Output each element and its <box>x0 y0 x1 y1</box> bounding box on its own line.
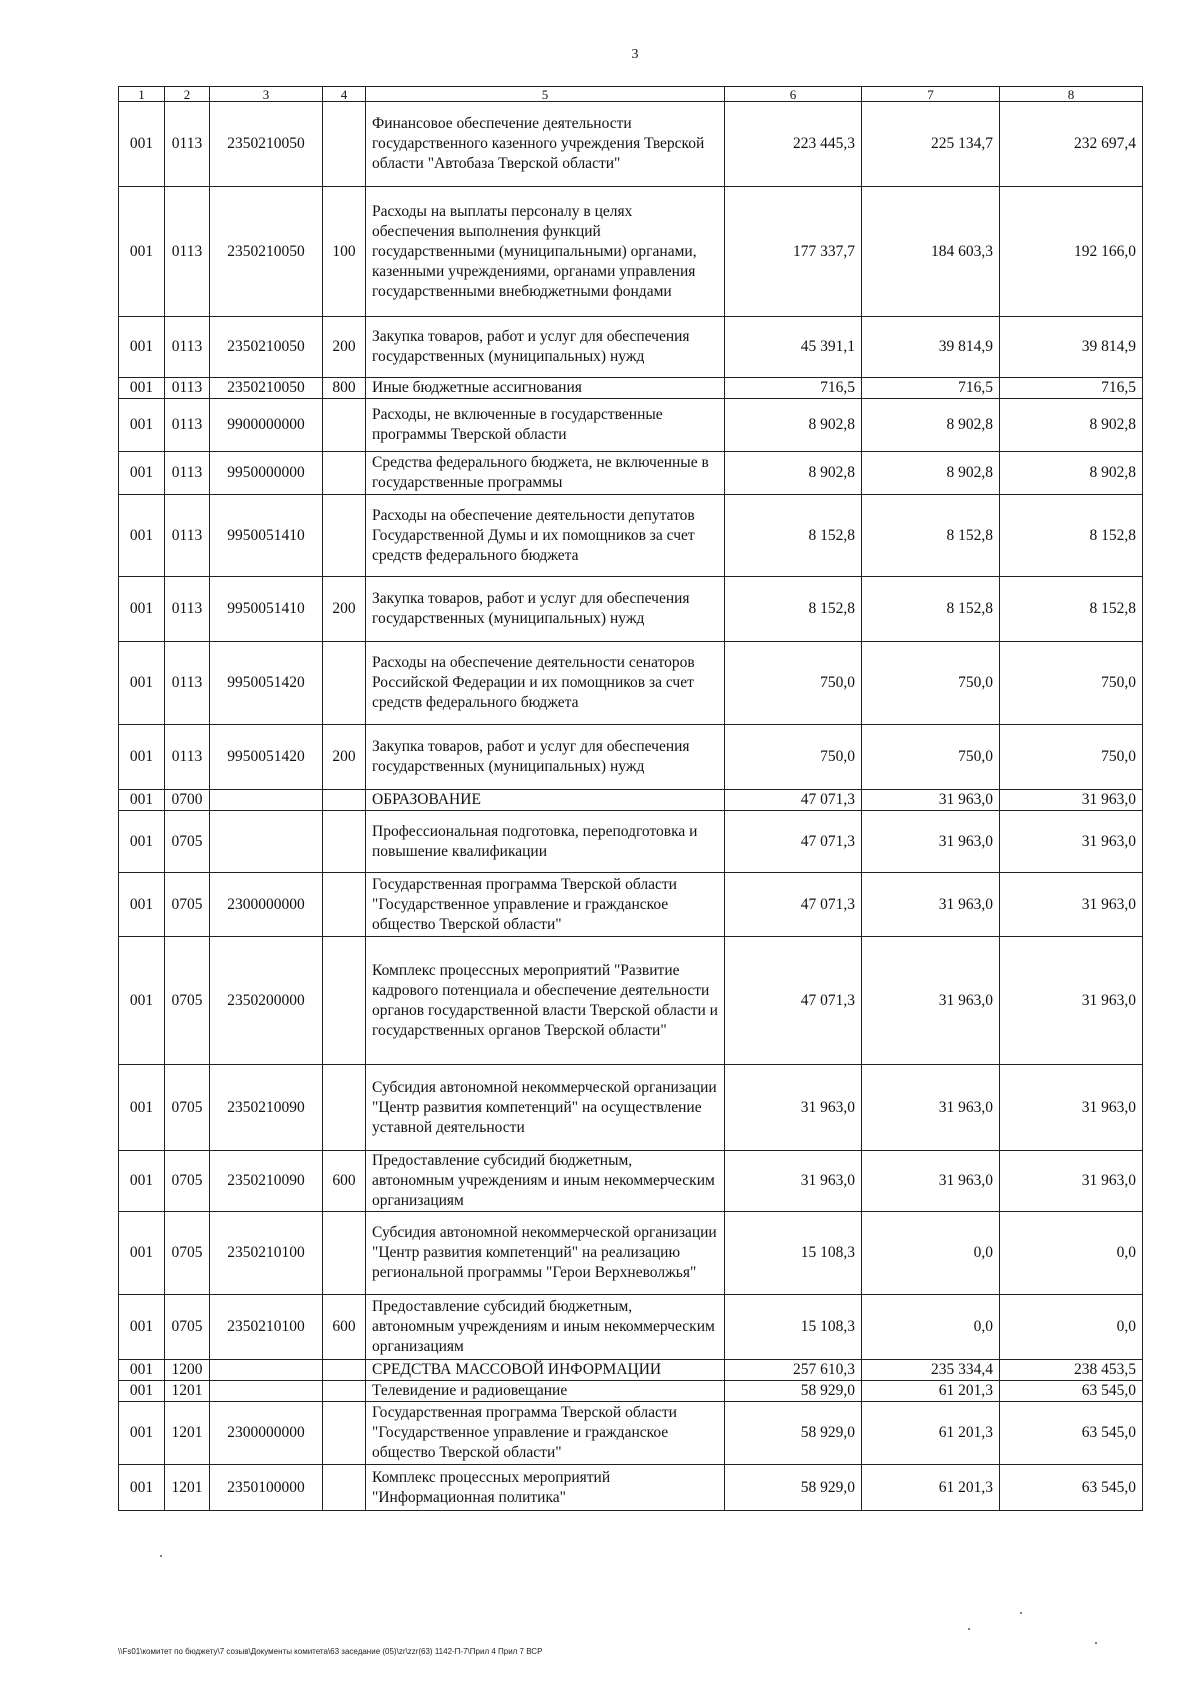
table-row <box>119 642 1143 725</box>
table-cell-col-5: Расходы, не включенные в государственные программы Тверской области <box>366 399 725 452</box>
table-cell-col-6: 750,0 <box>725 725 862 790</box>
table-cell-col-8: 8 152,8 <box>1000 577 1143 642</box>
table-cell-col-2: 0113 <box>165 399 210 452</box>
table-cell-col-8: 8 902,8 <box>1000 452 1143 495</box>
table-cell-col-4 <box>323 1360 366 1381</box>
table-cell-col-3: 2350210050 <box>210 317 323 378</box>
table-cell-col-2: 0705 <box>165 1065 210 1151</box>
table-cell-col-6: 8 152,8 <box>725 495 862 577</box>
table-cell-col-8: 31 963,0 <box>1000 937 1143 1065</box>
table-cell-col-1: 001 <box>119 725 165 790</box>
table-cell-col-6: 8 152,8 <box>725 577 862 642</box>
table-row <box>119 1381 1143 1402</box>
table-row <box>119 1360 1143 1381</box>
table-cell-col-3: 9950051420 <box>210 725 323 790</box>
table-cell-col-7: 31 963,0 <box>862 790 1000 811</box>
header-cell-3: 3 <box>210 87 323 102</box>
table-cell-col-5: Предоставление субсидий бюджетным, автономным учреждениям и иным некоммерческим организациям <box>366 1295 725 1360</box>
table-cell-col-7: 61 201,3 <box>862 1381 1000 1402</box>
table-cell-col-2: 0113 <box>165 577 210 642</box>
table-cell-col-8: 750,0 <box>1000 642 1143 725</box>
table-cell-col-8: 63 545,0 <box>1000 1381 1143 1402</box>
table-cell-col-5: Субсидия автономной некоммерческой организации "Центр развития компетенций" на реализацию региональной программы "Герои Верхневолжья" <box>366 1212 725 1295</box>
table-cell-col-4: 100 <box>323 187 366 317</box>
header-cell-4: 4 <box>323 87 366 102</box>
table-cell-col-2: 1201 <box>165 1465 210 1511</box>
table-cell-col-6: 31 963,0 <box>725 1151 862 1212</box>
table-cell-col-5: Субсидия автономной некоммерческой организации "Центр развития компетенций" на осуществление уставной деятельности <box>366 1065 725 1151</box>
table-cell-col-6: 177 337,7 <box>725 187 862 317</box>
table-cell-col-2: 0113 <box>165 378 210 399</box>
table-cell-col-3: 9950051410 <box>210 495 323 577</box>
table-cell-col-4 <box>323 452 366 495</box>
table-cell-col-7: 61 201,3 <box>862 1402 1000 1465</box>
table-cell-col-3: 2350210090 <box>210 1151 323 1212</box>
table-cell-col-1: 001 <box>119 1295 165 1360</box>
table-cell-col-8: 750,0 <box>1000 725 1143 790</box>
table-row <box>119 577 1143 642</box>
table-cell-col-1: 001 <box>119 378 165 399</box>
table-cell-col-4: 200 <box>323 317 366 378</box>
table-cell-col-2: 1201 <box>165 1402 210 1465</box>
table-cell-col-3 <box>210 1360 323 1381</box>
table-cell-col-4: 200 <box>323 725 366 790</box>
table-row <box>119 1212 1143 1295</box>
table-cell-col-4: 200 <box>323 577 366 642</box>
table-cell-col-2: 0113 <box>165 102 210 187</box>
table-cell-col-5: Закупка товаров, работ и услуг для обеспечения государственных (муниципальных) нужд <box>366 725 725 790</box>
table-row <box>119 873 1143 937</box>
table-cell-col-5: Расходы на обеспечение деятельности сенаторов Российской Федерации и их помощников за счет средств федерального бюджета <box>366 642 725 725</box>
table-cell-col-1: 001 <box>119 873 165 937</box>
table-cell-col-3: 2350210050 <box>210 187 323 317</box>
table-cell-col-2: 0113 <box>165 452 210 495</box>
table-cell-col-7: 31 963,0 <box>862 1151 1000 1212</box>
table-cell-col-8: 39 814,9 <box>1000 317 1143 378</box>
table-cell-col-6: 223 445,3 <box>725 102 862 187</box>
table-cell-col-5: Профессиональная подготовка, переподготовка и повышение квалификации <box>366 811 725 873</box>
table-cell-col-3: 9950051410 <box>210 577 323 642</box>
table-cell-col-8: 31 963,0 <box>1000 873 1143 937</box>
table-cell-col-8: 31 963,0 <box>1000 811 1143 873</box>
table-row <box>119 495 1143 577</box>
table-cell-col-3: 2350100000 <box>210 1465 323 1511</box>
table-cell-col-8: 192 166,0 <box>1000 187 1143 317</box>
table-cell-col-2: 0113 <box>165 642 210 725</box>
table-cell-col-7: 39 814,9 <box>862 317 1000 378</box>
table-cell-col-8: 238 453,5 <box>1000 1360 1143 1381</box>
header-cell-5: 5 <box>366 87 725 102</box>
table-header-row <box>119 87 1143 102</box>
table-cell-col-4: 600 <box>323 1295 366 1360</box>
table-cell-col-2: 0113 <box>165 725 210 790</box>
table-cell-col-3 <box>210 790 323 811</box>
table-cell-col-7: 750,0 <box>862 725 1000 790</box>
table-cell-col-5: Предоставление субсидий бюджетным, автономным учреждениям и иным некоммерческим организациям <box>366 1151 725 1212</box>
table-cell-col-3 <box>210 811 323 873</box>
table-cell-col-6: 716,5 <box>725 378 862 399</box>
table-row <box>119 187 1143 317</box>
table-cell-col-6: 58 929,0 <box>725 1381 862 1402</box>
table-cell-col-6: 257 610,3 <box>725 1360 862 1381</box>
table-cell-col-2: 0113 <box>165 187 210 317</box>
table-row <box>119 1151 1143 1212</box>
table-cell-col-1: 001 <box>119 1212 165 1295</box>
table-row <box>119 790 1143 811</box>
table-cell-col-5: Государственная программа Тверской области "Государственное управление и гражданское общество Тверской области" <box>366 1402 725 1465</box>
table-cell-col-1: 001 <box>119 1360 165 1381</box>
table-cell-col-4 <box>323 811 366 873</box>
table-cell-col-6: 58 929,0 <box>725 1465 862 1511</box>
table-cell-col-3: 9950000000 <box>210 452 323 495</box>
scan-speck <box>1020 1612 1022 1614</box>
header-cell-8: 8 <box>1000 87 1143 102</box>
table-cell-col-6: 750,0 <box>725 642 862 725</box>
table-cell-col-3: 2350210100 <box>210 1295 323 1360</box>
table-cell-col-2: 0113 <box>165 495 210 577</box>
table-row <box>119 725 1143 790</box>
table-cell-col-6: 15 108,3 <box>725 1295 862 1360</box>
table-cell-col-7: 750,0 <box>862 642 1000 725</box>
table-cell-col-4 <box>323 642 366 725</box>
table-row <box>119 378 1143 399</box>
table-cell-col-1: 001 <box>119 1065 165 1151</box>
table-cell-col-7: 8 152,8 <box>862 577 1000 642</box>
table-cell-col-8: 63 545,0 <box>1000 1402 1143 1465</box>
table-cell-col-2: 0705 <box>165 873 210 937</box>
table-cell-col-6: 47 071,3 <box>725 811 862 873</box>
table-cell-col-6: 31 963,0 <box>725 1065 862 1151</box>
table-cell-col-7: 716,5 <box>862 378 1000 399</box>
table-row <box>119 317 1143 378</box>
table-cell-col-5: Закупка товаров, работ и услуг для обеспечения государственных (муниципальных) нужд <box>366 317 725 378</box>
table-cell-col-2: 0705 <box>165 937 210 1065</box>
table-cell-col-3: 2350210100 <box>210 1212 323 1295</box>
table-cell-col-8: 31 963,0 <box>1000 790 1143 811</box>
table-cell-col-4: 600 <box>323 1151 366 1212</box>
table-row <box>119 102 1143 187</box>
table-cell-col-4 <box>323 1381 366 1402</box>
table-cell-col-8: 0,0 <box>1000 1212 1143 1295</box>
table-cell-col-1: 001 <box>119 495 165 577</box>
table-cell-col-5: Расходы на обеспечение деятельности депутатов Государственной Думы и их помощников за счет средств федерального бюджета <box>366 495 725 577</box>
table-cell-col-1: 001 <box>119 1402 165 1465</box>
table-cell-col-3 <box>210 1381 323 1402</box>
table-cell-col-4 <box>323 873 366 937</box>
table-cell-col-1: 001 <box>119 642 165 725</box>
table-cell-col-6: 58 929,0 <box>725 1402 862 1465</box>
table-cell-col-6: 47 071,3 <box>725 873 862 937</box>
table-cell-col-7: 0,0 <box>862 1295 1000 1360</box>
table-cell-col-5: Иные бюджетные ассигнования <box>366 378 725 399</box>
table-cell-col-8: 63 545,0 <box>1000 1465 1143 1511</box>
table-cell-col-4 <box>323 1065 366 1151</box>
table-cell-col-3: 9900000000 <box>210 399 323 452</box>
table-cell-col-5: Государственная программа Тверской области "Государственное управление и гражданское общество Тверской области" <box>366 873 725 937</box>
table-cell-col-8: 232 697,4 <box>1000 102 1143 187</box>
table-cell-col-5: Комплекс процессных мероприятий "Развитие кадрового потенциала и обеспечение деятельности органов государственной власти Тверской области и государственных органов Тверской области" <box>366 937 725 1065</box>
table-cell-col-3: 2300000000 <box>210 873 323 937</box>
table-row <box>119 452 1143 495</box>
table-cell-col-1: 001 <box>119 1151 165 1212</box>
table-cell-col-8: 8 152,8 <box>1000 495 1143 577</box>
table-cell-col-8: 31 963,0 <box>1000 1151 1143 1212</box>
table-cell-col-6: 8 902,8 <box>725 399 862 452</box>
table-cell-col-6: 8 902,8 <box>725 452 862 495</box>
scan-speck <box>160 1555 162 1557</box>
table-cell-col-2: 1200 <box>165 1360 210 1381</box>
table-cell-col-4: 800 <box>323 378 366 399</box>
footer-file-path: \\Fs01\комитет по бюджету\7 созыв\Документы комитета\63 заседание (05)\zr\zzr(63) 1142-П-7\Прил 4 Прил 7 ВСР <box>118 1647 543 1656</box>
table-cell-col-6: 45 391,1 <box>725 317 862 378</box>
table-cell-col-7: 8 902,8 <box>862 399 1000 452</box>
table-row <box>119 811 1143 873</box>
table-cell-col-5: СРЕДСТВА МАССОВОЙ ИНФОРМАЦИИ <box>366 1360 725 1381</box>
table-cell-col-7: 31 963,0 <box>862 811 1000 873</box>
table-cell-col-5: Закупка товаров, работ и услуг для обеспечения государственных (муниципальных) нужд <box>366 577 725 642</box>
table-cell-col-2: 0113 <box>165 317 210 378</box>
table-cell-col-4 <box>323 1465 366 1511</box>
table-cell-col-1: 001 <box>119 102 165 187</box>
table-cell-col-7: 184 603,3 <box>862 187 1000 317</box>
table-cell-col-3: 9950051420 <box>210 642 323 725</box>
table-row <box>119 399 1143 452</box>
table-cell-col-5: Расходы на выплаты персоналу в целях обеспечения выполнения функций государственными (муниципальными) органами, казенными учреждениями, органами управления государственными внебюджетными фондами <box>366 187 725 317</box>
table-cell-col-4 <box>323 399 366 452</box>
table-cell-col-3: 2350210050 <box>210 102 323 187</box>
table-cell-col-5: Телевидение и радиовещание <box>366 1381 725 1402</box>
table-row <box>119 1065 1143 1151</box>
table-cell-col-1: 001 <box>119 399 165 452</box>
header-cell-6: 6 <box>725 87 862 102</box>
table-cell-col-1: 001 <box>119 1381 165 1402</box>
table-cell-col-5: ОБРАЗОВАНИЕ <box>366 790 725 811</box>
table-cell-col-7: 61 201,3 <box>862 1465 1000 1511</box>
table-cell-col-2: 1201 <box>165 1381 210 1402</box>
table-cell-col-4 <box>323 102 366 187</box>
table-cell-col-8: 0,0 <box>1000 1295 1143 1360</box>
table-cell-col-1: 001 <box>119 1465 165 1511</box>
page-number: 3 <box>631 47 639 62</box>
table-cell-col-2: 0700 <box>165 790 210 811</box>
table-cell-col-1: 001 <box>119 317 165 378</box>
table-cell-col-7: 8 902,8 <box>862 452 1000 495</box>
table-cell-col-6: 15 108,3 <box>725 1212 862 1295</box>
table-cell-col-7: 235 334,4 <box>862 1360 1000 1381</box>
table-cell-col-2: 0705 <box>165 1295 210 1360</box>
budget-table <box>118 86 1143 1511</box>
table-cell-col-2: 0705 <box>165 1151 210 1212</box>
table-cell-col-5: Средства федерального бюджета, не включенные в государственные программы <box>366 452 725 495</box>
table-cell-col-3: 2300000000 <box>210 1402 323 1465</box>
table-cell-col-8: 8 902,8 <box>1000 399 1143 452</box>
table-row <box>119 1465 1143 1511</box>
header-cell-7: 7 <box>862 87 1000 102</box>
table-cell-col-7: 31 963,0 <box>862 873 1000 937</box>
table-cell-col-1: 001 <box>119 577 165 642</box>
table-cell-col-1: 001 <box>119 187 165 317</box>
table-cell-col-4 <box>323 937 366 1065</box>
table-cell-col-7: 31 963,0 <box>862 937 1000 1065</box>
table-cell-col-3: 2350210090 <box>210 1065 323 1151</box>
table-cell-col-1: 001 <box>119 790 165 811</box>
table-cell-col-6: 47 071,3 <box>725 937 862 1065</box>
header-cell-1: 1 <box>119 87 165 102</box>
table-cell-col-5: Комплекс процессных мероприятий "Информационная политика" <box>366 1465 725 1511</box>
table-cell-col-1: 001 <box>119 452 165 495</box>
header-cell-2: 2 <box>165 87 210 102</box>
table-cell-col-7: 225 134,7 <box>862 102 1000 187</box>
scan-speck <box>1095 1642 1097 1644</box>
table-cell-col-3: 2350210050 <box>210 378 323 399</box>
scan-speck <box>968 1628 970 1630</box>
table-row <box>119 1402 1143 1465</box>
table-cell-col-4 <box>323 1402 366 1465</box>
table-cell-col-8: 716,5 <box>1000 378 1143 399</box>
table-cell-col-8: 31 963,0 <box>1000 1065 1143 1151</box>
table-cell-col-5: Финансовое обеспечение деятельности государственного казенного учреждения Тверской области "Автобаза Тверской области" <box>366 102 725 187</box>
table-cell-col-6: 47 071,3 <box>725 790 862 811</box>
table-cell-col-4 <box>323 495 366 577</box>
table-cell-col-1: 001 <box>119 811 165 873</box>
table-cell-col-2: 0705 <box>165 1212 210 1295</box>
table-row <box>119 1295 1143 1360</box>
table-cell-col-2: 0705 <box>165 811 210 873</box>
table-cell-col-3: 2350200000 <box>210 937 323 1065</box>
table-cell-col-1: 001 <box>119 937 165 1065</box>
table-cell-col-4 <box>323 790 366 811</box>
table-cell-col-7: 8 152,8 <box>862 495 1000 577</box>
table-cell-col-4 <box>323 1212 366 1295</box>
table-cell-col-7: 0,0 <box>862 1212 1000 1295</box>
table-row <box>119 937 1143 1065</box>
table-cell-col-7: 31 963,0 <box>862 1065 1000 1151</box>
